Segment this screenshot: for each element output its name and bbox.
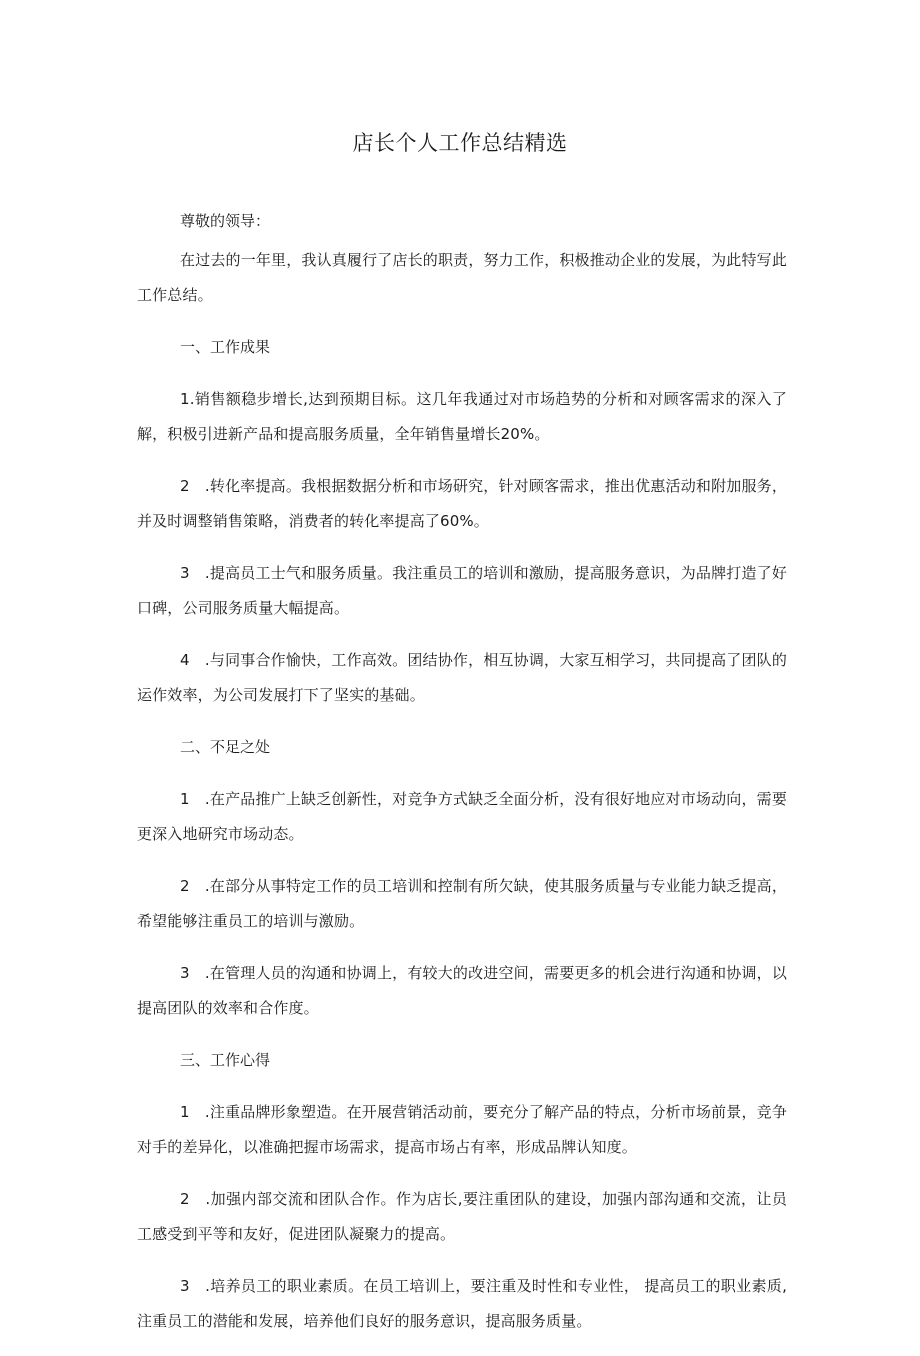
- list-item: 1 .在产品推广上缺乏创新性，对竞争方式缺乏全面分析，没有很好地应对市场动向，需要更深入地研究市场动态。: [137, 790, 787, 843]
- list-item: 2 .转化率提高。我根据数据分析和市场研究，针对顾客需求，推出优惠活动和附加服务，并及时调整销售策略，消费者的转化率提高了60%。: [137, 477, 787, 530]
- list-item: 2 .加强内部交流和团队合作。作为店长,要注重团队的建设，加强内部沟通和交流，让员工感受到平等和友好，促进团队凝聚力的提高。: [137, 1190, 787, 1243]
- section-heading: 三、工作心得: [180, 1051, 271, 1069]
- greeting: 尊敬的领导：: [180, 212, 271, 230]
- list-item: 4 .与同事合作愉快，工作高效。团结协作，相互协调，大家互相学习，共同提高了团队的运作效率，为公司发展打下了坚实的基础。: [137, 651, 787, 704]
- list-item: 3 .提高员工士气和服务质量。我注重员工的培训和激励，提高服务意识，为品牌打造了好口碑，公司服务质量大幅提高。: [137, 564, 787, 617]
- section-heading: 二、不足之处: [180, 738, 271, 756]
- list-item: 3 .培养员工的职业素质。在员工培训上，要注重及时性和专业性， 提高员工的职业素质,注重员工的潜能和发展，培养他们良好的服务意识，提高服务质量。: [137, 1277, 787, 1330]
- list-item: 1.销售额稳步增长,达到预期目标。这几年我通过对市场趋势的分析和对顾客需求的深入了解，积极引进新产品和提高服务质量，全年销售量增长20%。: [137, 390, 787, 443]
- list-item: 3 .在管理人员的沟通和协调上，有较大的改进空间，需要更多的机会进行沟通和协调，以提高团队的效率和合作度。: [137, 964, 787, 1017]
- document-body: [137, 204, 787, 1356]
- section-heading: 一、工作成果: [180, 338, 271, 356]
- list-item: 1 .注重品牌形象塑造。在开展营销活动前，要充分了解产品的特点，分析市场前景，竞争对手的差异化，以准确把握市场需求，提高市场占有率，形成品牌认知度。: [137, 1103, 787, 1156]
- list-item: 2 .在部分从事特定工作的员工培训和控制有所欠缺，使其服务质量与专业能力缺乏提高，希望能够注重员工的培训与激励。: [137, 877, 787, 930]
- intro-paragraph: 在过去的一年里，我认真履行了店长的职责，努力工作，积极推动企业的发展，为此特写此工作总结。: [137, 251, 787, 304]
- document-title: 店长个人工作总结精选: [352, 131, 568, 155]
